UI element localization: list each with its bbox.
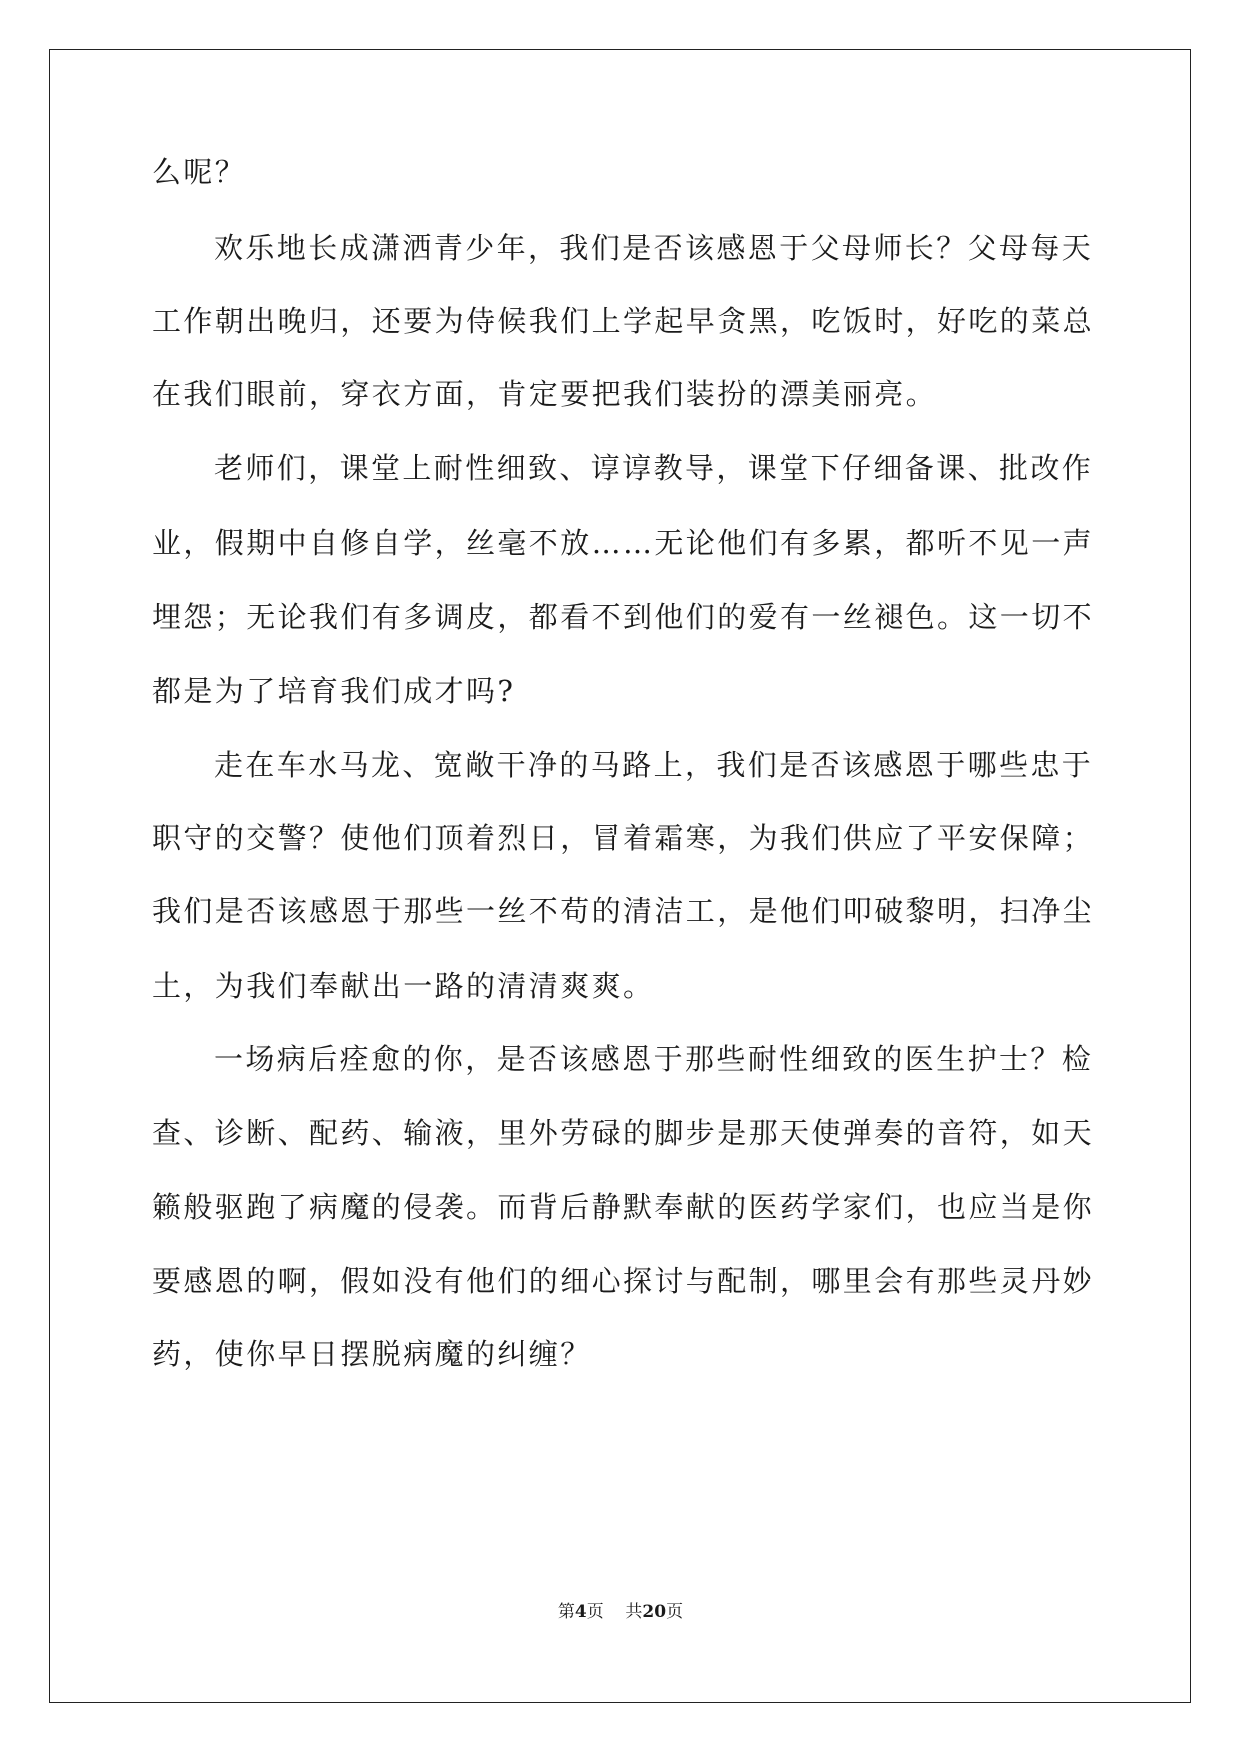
text-line: 业，假期中自修自学，丝毫不放……无论他们有多累，都听不见一声	[152, 526, 1095, 560]
text-line: 埋怨；无论我们有多调皮，都看不到他们的爱有一丝褪色。这一切不	[152, 600, 1095, 634]
footer-total-number: 20	[642, 1602, 667, 1622]
text-line: 欢乐地长成潇洒青少年，我们是否该感恩于父母师长？父母每天	[214, 231, 1094, 265]
page-border	[49, 49, 1191, 1703]
text-line: 么呢？	[152, 155, 247, 189]
text-line: 查、诊断、配药、输液，里外劳碌的脚步是那天使弹奏的音符，如天	[152, 1116, 1095, 1150]
footer-page-prefix: 第	[557, 1602, 575, 1622]
text-line: 一场病后痊愈的你，是否该感恩于那些耐性细致的医生护士？检	[214, 1042, 1094, 1076]
text-line: 土，为我们奉献出一路的清清爽爽。	[152, 969, 655, 1003]
text-line: 都是为了培育我们成才吗?	[152, 674, 516, 708]
page-footer	[0, 1601, 1241, 1623]
footer-total-suffix: 页	[666, 1602, 684, 1622]
footer-page-number: 4	[574, 1602, 587, 1622]
text-line: 在我们眼前，穿衣方面，肯定要把我们装扮的漂美丽亮。	[152, 377, 938, 411]
text-line: 我们是否该感恩于那些一丝不苟的清洁工，是他们叩破黎明，扫净尘	[152, 894, 1095, 928]
footer-total-prefix: 共	[625, 1602, 643, 1622]
text-line: 要感恩的啊，假如没有他们的细心探讨与配制，哪里会有那些灵丹妙	[152, 1264, 1095, 1298]
text-line: 老师们，课堂上耐性细致、谆谆教导，课堂下仔细备课、批改作	[214, 451, 1094, 485]
text-line: 走在车水马龙、宽敞干净的马路上，我们是否该感恩于哪些忠于	[214, 748, 1094, 782]
footer-page-suffix: 页	[586, 1602, 604, 1622]
text-line: 职守的交警？使他们顶着烈日，冒着霜寒，为我们供应了平安保障；	[152, 821, 1095, 855]
text-line: 籁般驱跑了病魔的侵袭。而背后静默奉献的医药学家们，也应当是你	[152, 1190, 1095, 1224]
text-line: 工作朝出晚归，还要为侍候我们上学起早贪黑，吃饭时，好吃的菜总	[152, 304, 1095, 338]
text-line: 药，使你早日摆脱病魔的纠缠？	[152, 1337, 592, 1371]
